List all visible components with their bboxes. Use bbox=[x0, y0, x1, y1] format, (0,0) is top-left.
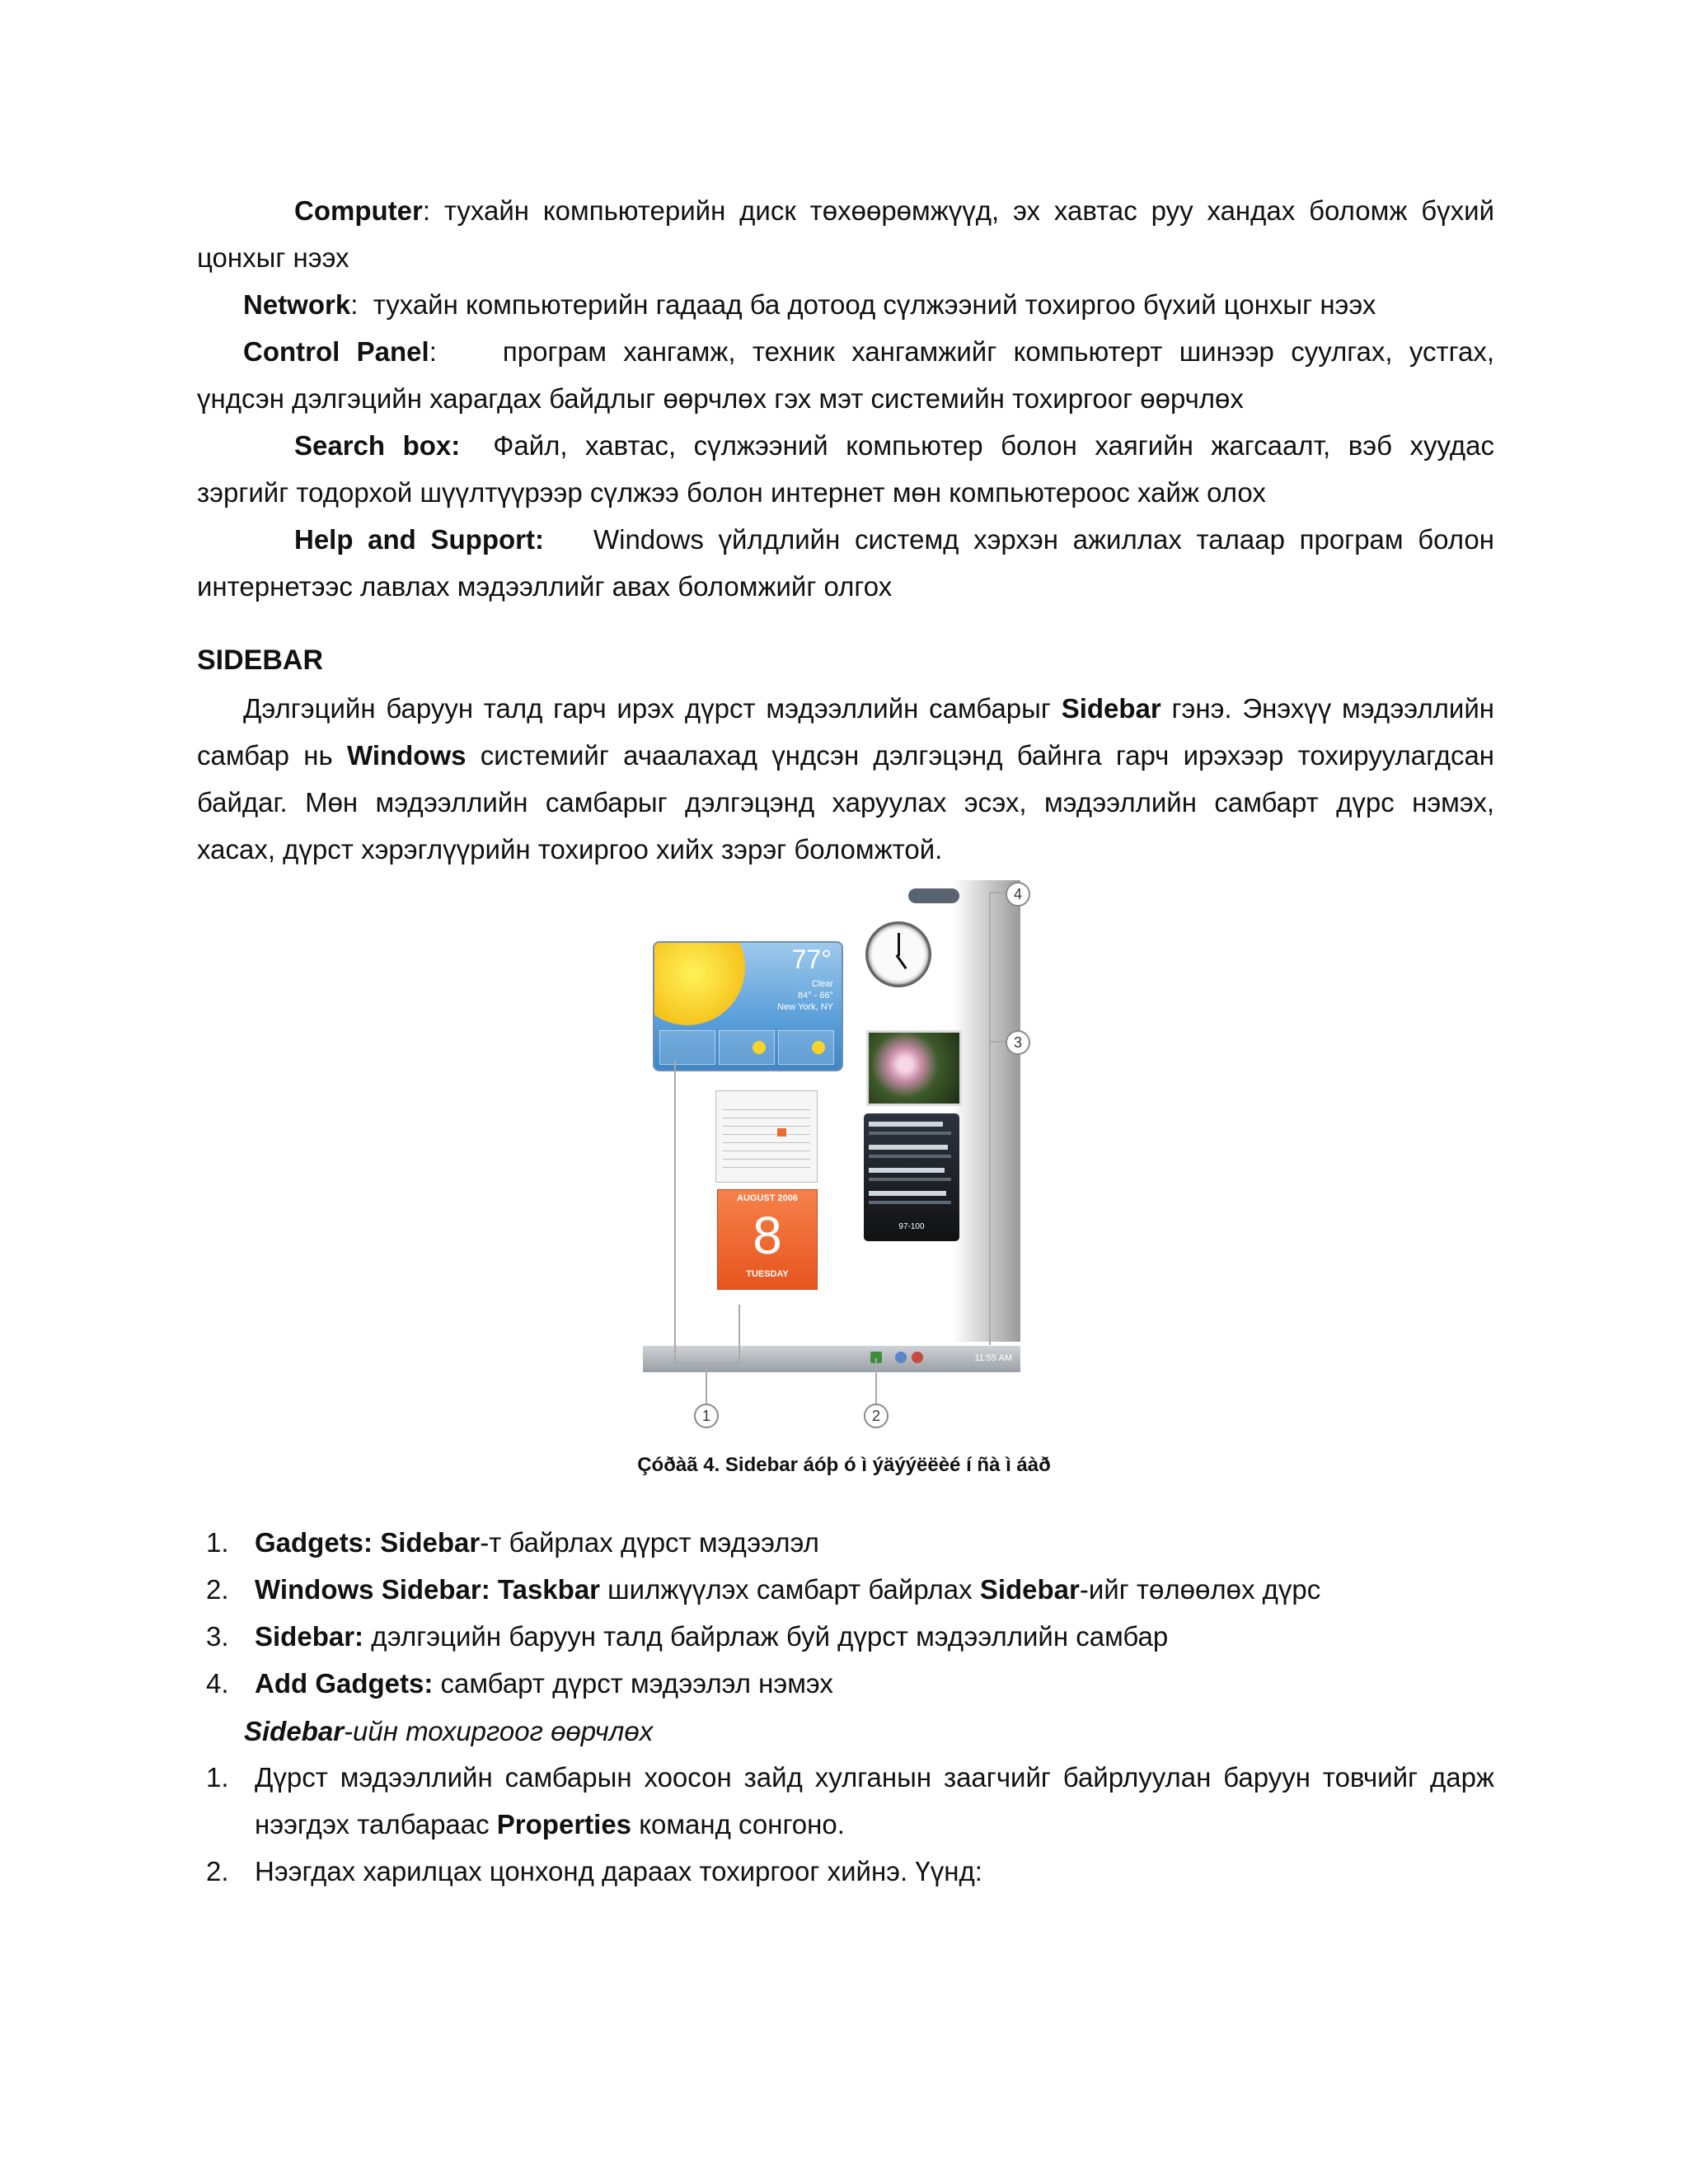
forecast-day bbox=[659, 1030, 715, 1065]
network-line: Network: тухайн компьютерийн гадаад ба дотоод сүлжээний тохиргоо бүхий цонхыг нээх bbox=[243, 289, 1376, 320]
sun-icon bbox=[812, 1041, 825, 1054]
help-desc: Windows үйлдлийн системд хэрхэн ажиллах талаар програм болон bbox=[593, 524, 1494, 555]
list-item-text: -т байрлах дүрст мэдээлэл bbox=[480, 1527, 819, 1558]
list-number: 2. bbox=[206, 1856, 229, 1886]
search-box-line-2: зэргийг тодорхой шүүлтүүрээр сүлжээ болон интернет мөн компьютероос хайж олох bbox=[197, 477, 1266, 508]
search-box-line-1 bbox=[197, 429, 1494, 462]
feed-meta bbox=[869, 1155, 951, 1158]
computer-term: Computer bbox=[294, 195, 423, 226]
control-panel-line-2: үндсэн дэлгэцийн харагдах байдлыг өөрчлөх гэх мэт системийн тохиргоог өөрчлөх bbox=[197, 383, 1244, 414]
callout-1: 1 bbox=[694, 1404, 719, 1428]
network-tray-icon bbox=[895, 1352, 907, 1363]
list-item-bold: Windows Sidebar: Taskbar bbox=[255, 1574, 601, 1605]
list-number: 1. bbox=[206, 1527, 229, 1558]
callout-2: 2 bbox=[864, 1404, 889, 1428]
list-number: 4. bbox=[206, 1668, 229, 1699]
slideshow-gadget bbox=[866, 1030, 962, 1106]
section-heading: SIDEBAR bbox=[197, 644, 324, 676]
search-box-term: Search box: bbox=[294, 430, 461, 461]
figure-caption: Çóðàã 4. Sidebar áóþ ó ì ýäýýëëèé í ñà ì áàð bbox=[637, 1454, 1051, 1476]
para-text: гэнэ. Энэхүү мэдээллийн bbox=[1171, 693, 1495, 724]
list-item bbox=[255, 1526, 819, 1559]
para-bold: Sidebar bbox=[1061, 693, 1161, 724]
calendar-month: AUGUST 2006 bbox=[737, 1193, 798, 1203]
list-item-text: самбарт дүрст мэдээлэл нэмэх bbox=[433, 1668, 833, 1699]
clock-gadget bbox=[865, 921, 931, 987]
network-term: Network bbox=[243, 289, 351, 320]
para-line-1 bbox=[197, 692, 1494, 725]
list-item-bold: Sidebar: bbox=[255, 1621, 364, 1652]
callout-4: 4 bbox=[1006, 882, 1030, 907]
callout-line bbox=[989, 892, 1006, 893]
feed-meta bbox=[869, 1178, 951, 1181]
list-item-text: дэлгэцийн баруун талд байрлаж буй дүрст мэдээллийн самбар bbox=[363, 1621, 1169, 1652]
feed-item bbox=[869, 1122, 943, 1127]
callout-line bbox=[989, 892, 991, 1345]
para-text: системийг ачаалахад үндсэн дэлгэцэнд байнга гарч ирэхээр тохируулагдсан bbox=[480, 740, 1495, 771]
tray-clock: 11:55 AM bbox=[974, 1353, 1012, 1363]
computer-desc: тухайн компьютерийн диск төхөөрөмжүүд, эх хавтас руу хандах боломж бүхий bbox=[443, 195, 1495, 226]
weather-range: 84° - 66° bbox=[797, 991, 833, 1001]
feed-headlines-gadget bbox=[864, 1113, 959, 1241]
list-number: 1. bbox=[206, 1762, 229, 1793]
calendar-day-gadget bbox=[717, 1189, 818, 1290]
forecast-day bbox=[778, 1030, 834, 1065]
para-text: Дэлгэцийн баруун талд гарч ирэх дүрст мэдээллийн самбарыг bbox=[243, 693, 1051, 724]
para-line-4: хасах, дүрст хэрэглүүрийн тохиргоо хийх зэрэг боломжтой. bbox=[197, 834, 943, 865]
list-item-text: команд сонгоно. bbox=[639, 1809, 845, 1840]
subheading-text: -ийн тохиргоог өөрчлөх bbox=[344, 1716, 654, 1746]
list-item-text: шилжүүлэх самбарт байрлах bbox=[600, 1574, 980, 1605]
list-number: 2. bbox=[206, 1574, 229, 1605]
feed-item bbox=[869, 1191, 946, 1196]
taskbar bbox=[643, 1346, 1020, 1372]
feed-meta bbox=[869, 1132, 951, 1135]
sidebar-figure bbox=[643, 880, 1039, 1432]
callout-3: 3 bbox=[1006, 1030, 1030, 1055]
subheading bbox=[244, 1716, 653, 1747]
computer-line-1: Computer: тухайн компьютерийн диск төхөөрөмжүүд, эх хавтас руу хандах боломж бүхий bbox=[294, 195, 1495, 226]
list-item-text: -ийг төлөөлөх дүрс bbox=[1079, 1574, 1321, 1605]
feed-meta bbox=[869, 1201, 951, 1204]
callout-line bbox=[989, 1041, 1006, 1043]
list-item bbox=[255, 1620, 1168, 1653]
list-item: Нээгдах харилцах цонхонд дараах тохиргоог хийнэ. Үүнд: bbox=[255, 1856, 982, 1886]
forecast-day bbox=[719, 1030, 775, 1065]
sidebar-panel bbox=[953, 880, 1020, 1342]
calendar-month-gadget bbox=[715, 1090, 818, 1183]
subheading-bold: Sidebar bbox=[244, 1716, 345, 1746]
search-box-desc: Файл, хавтас, сүлжээний компьютер болон хаягийн жагсаалт, вэб хуудас bbox=[493, 430, 1494, 461]
callout-line bbox=[875, 1358, 877, 1404]
list-item-bold: Add Gadgets: bbox=[255, 1668, 434, 1699]
help-term: Help and Support: bbox=[294, 524, 544, 555]
sun-icon bbox=[653, 941, 745, 1025]
help-line-2: интернетээс лавлах мэдээллийг авах боломжийг олгох bbox=[197, 571, 893, 602]
control-panel-term: Control Panel bbox=[243, 336, 429, 367]
list-item bbox=[255, 1573, 1320, 1606]
list-item-text: нээгдэх талбараас bbox=[255, 1809, 490, 1840]
clock-hand bbox=[898, 933, 900, 956]
add-gadgets-control bbox=[908, 888, 959, 903]
list-item-continuation bbox=[255, 1808, 845, 1841]
control-panel-desc: програм хангамж, техник хангамжийг компьютерт шинээр суулгах, устгах, bbox=[502, 336, 1494, 367]
network-desc: тухайн компьютерийн гадаад ба дотоод сүлжээний тохиргоо бүхий цонхыг нээх bbox=[373, 289, 1376, 320]
list-item: Дүрст мэдээллийн самбарын хоосон зайд хулганын заагчийг байрлуулан баруун товчийг дарж bbox=[255, 1762, 1494, 1793]
volume-tray-icon bbox=[912, 1352, 923, 1363]
callout-line bbox=[706, 1362, 707, 1404]
calendar-day: 8 bbox=[753, 1206, 782, 1265]
weather-gadget bbox=[653, 941, 843, 1071]
list-item-bold: Properties bbox=[496, 1809, 632, 1840]
calendar-weekday: TUESDAY bbox=[746, 1269, 789, 1279]
computer-line-2: цонхыг нээх bbox=[197, 242, 349, 273]
para-line-3: байдаг. Мөн мэдээллийн самбарыг дэлгэцэнд харуулах эсэх, мэдээллийн самбарт дүрс нэмэх, bbox=[197, 787, 1494, 818]
callout-line bbox=[738, 1305, 740, 1362]
para-bold: Windows bbox=[346, 740, 467, 771]
para-text: самбар нь bbox=[197, 740, 333, 771]
calendar-today-marker bbox=[777, 1128, 786, 1137]
weather-cond: Clear bbox=[811, 979, 833, 989]
callout-line bbox=[674, 1362, 740, 1364]
help-line-1 bbox=[197, 523, 1494, 556]
feed-item bbox=[869, 1145, 948, 1150]
sun-icon bbox=[753, 1041, 766, 1054]
feed-item bbox=[869, 1168, 945, 1173]
callout-line bbox=[674, 1060, 676, 1363]
list-item-bold: Gadgets: Sidebar bbox=[255, 1527, 481, 1558]
list-number: 3. bbox=[206, 1621, 229, 1652]
list-item bbox=[255, 1667, 833, 1700]
calendar-grid bbox=[723, 1109, 810, 1175]
feed-pager: 97-100 bbox=[898, 1222, 925, 1231]
para-line-2 bbox=[197, 739, 1494, 772]
list-item-bold: Sidebar bbox=[979, 1574, 1080, 1605]
clock-hand bbox=[896, 954, 907, 969]
weather-city: New York, NY bbox=[777, 1002, 833, 1012]
control-panel-line-1: Control Panel: програм хангамж, техник хангамжийг компьютерт шинээр суулгах, устгах, bbox=[243, 336, 1494, 367]
weather-temp: 77° bbox=[791, 944, 832, 974]
